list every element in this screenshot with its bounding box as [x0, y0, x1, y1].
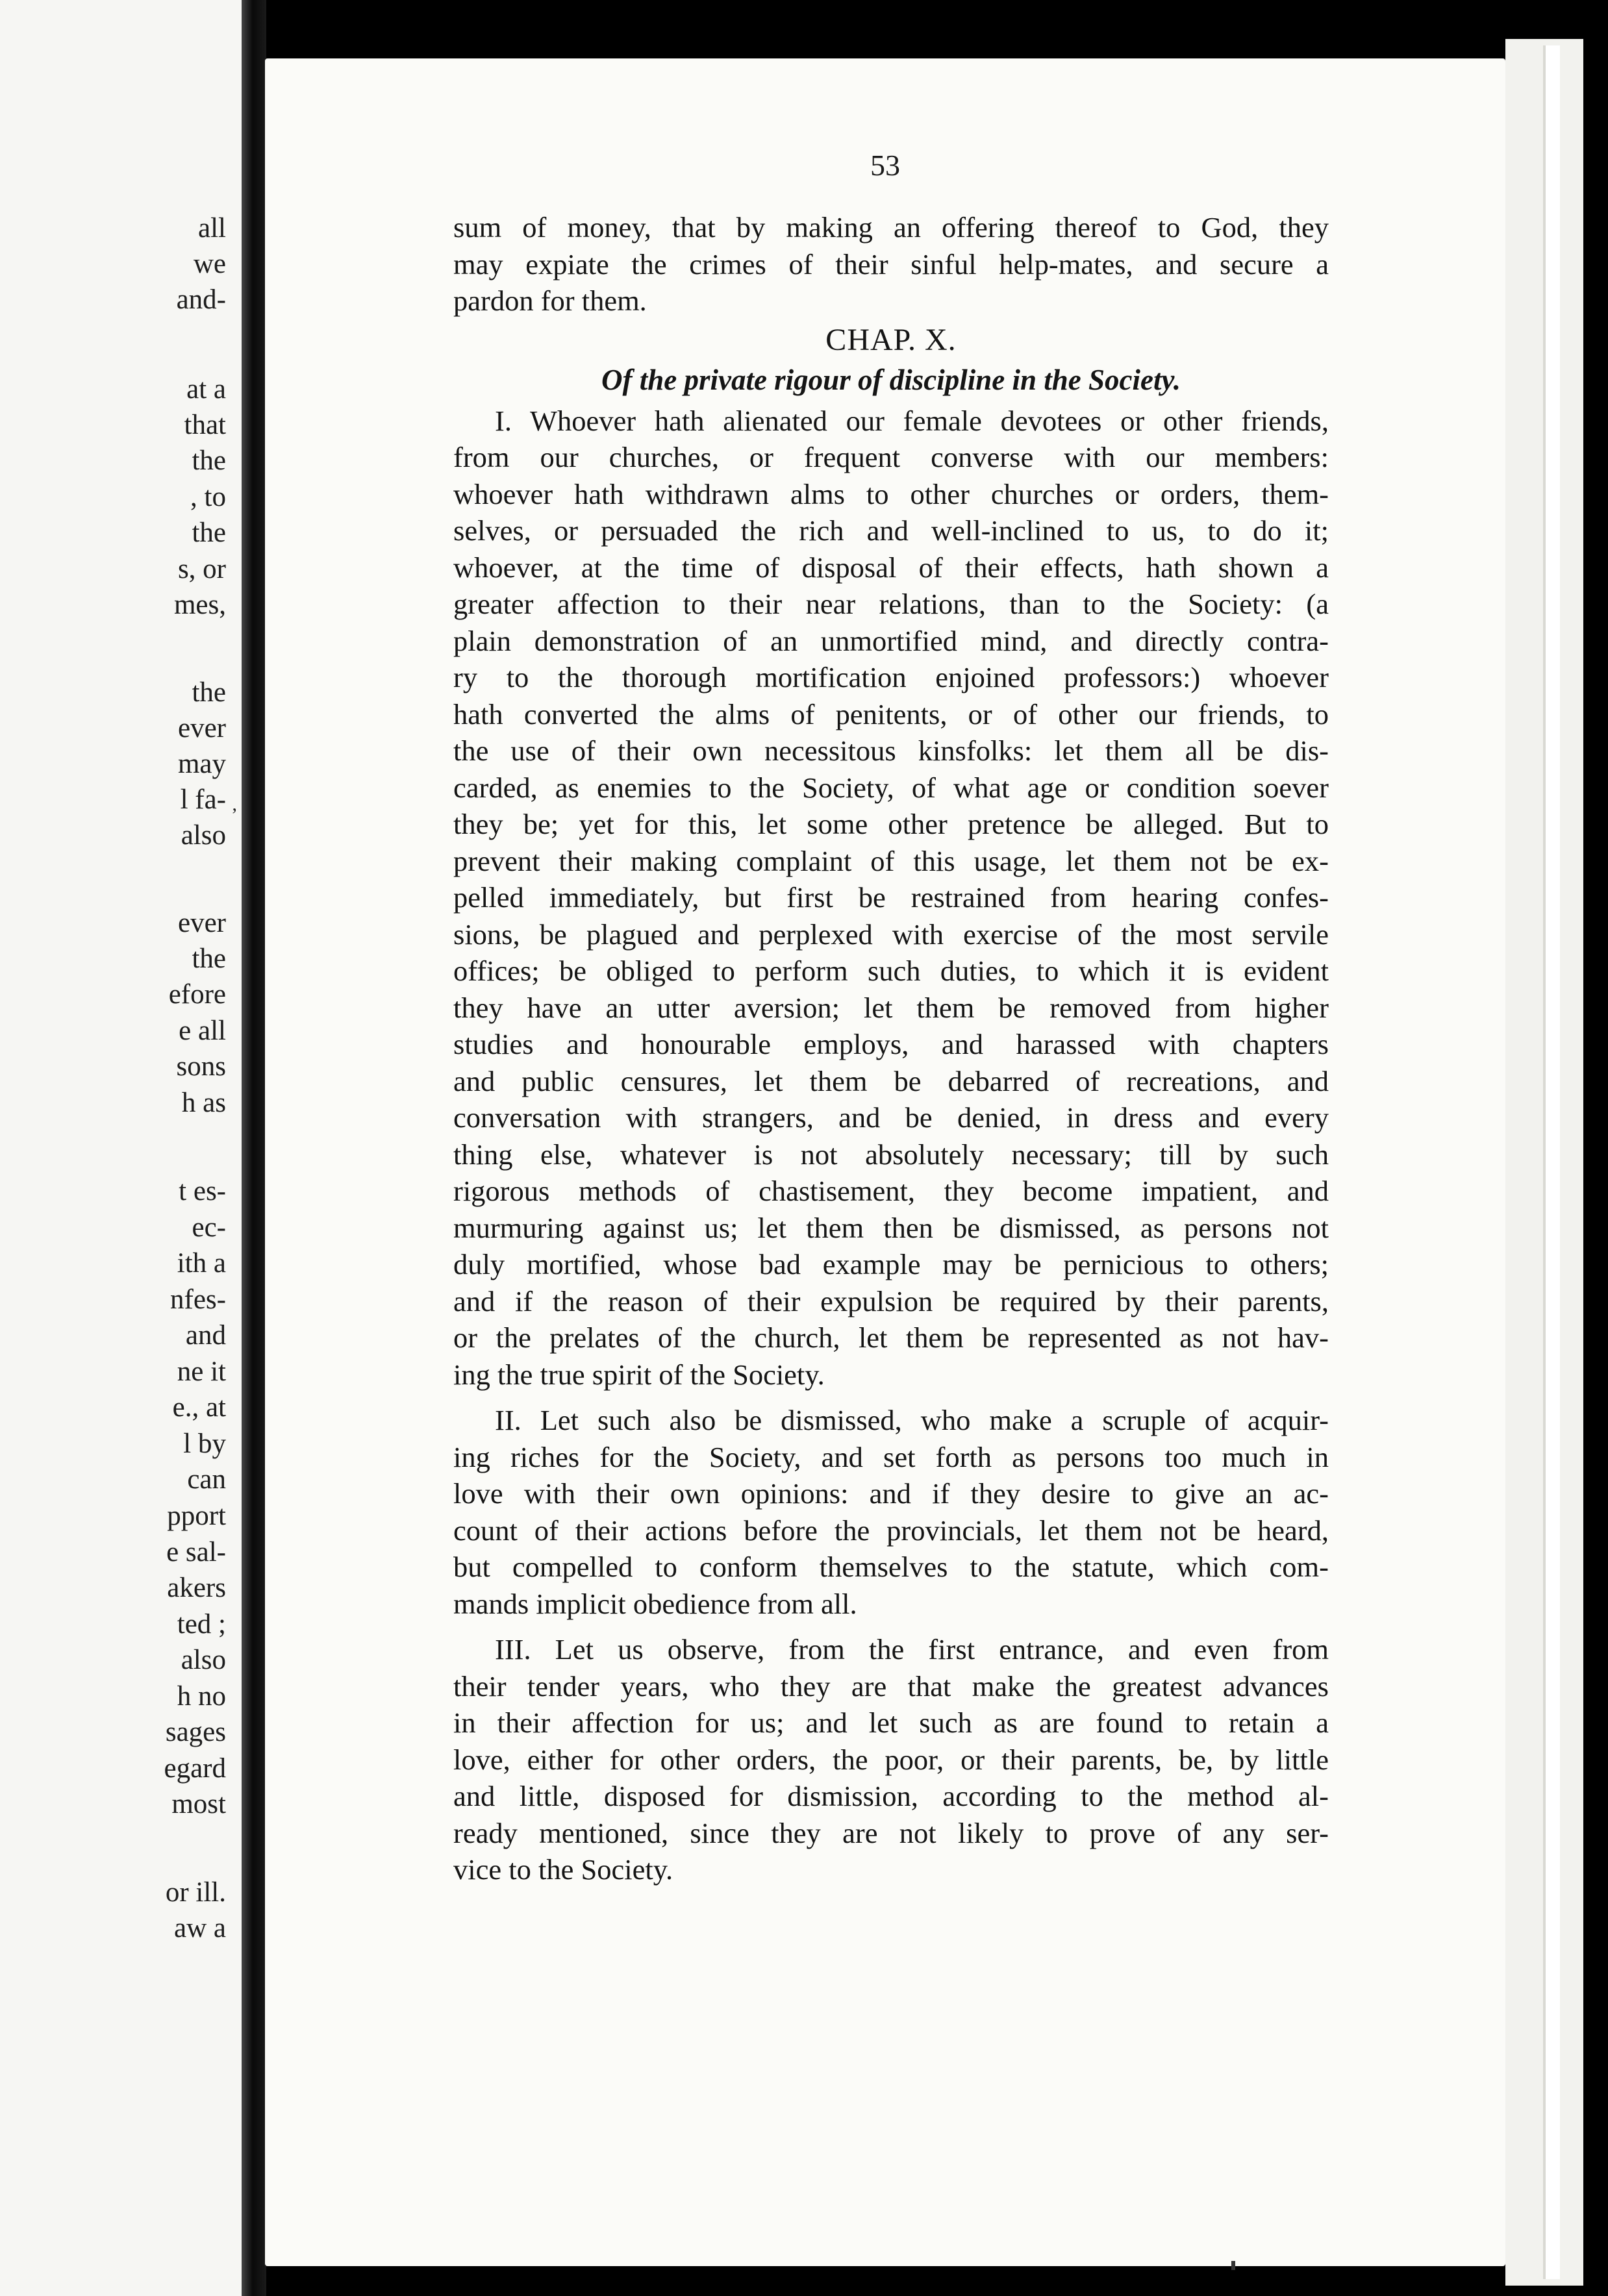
previous-page-edge: [0, 0, 242, 2296]
text-line: hath converted the alms of penitents, or of other our friends, to: [453, 697, 1329, 730]
previous-page-fragment: also: [181, 1645, 226, 1675]
text-line: and little, disposed for dismission, according to the method al-: [453, 1780, 1329, 1812]
book-page: [265, 58, 1505, 2266]
previous-page-fragment: ever: [178, 713, 226, 743]
previous-page-fragment: mes,: [173, 590, 226, 620]
previous-page-fragment: t es-: [179, 1176, 226, 1206]
previous-page-fragment: l by: [183, 1429, 226, 1459]
text-line: love, either for other orders, the poor, or their parents, be, by little: [453, 1743, 1329, 1776]
previous-page-fragment: akers: [167, 1573, 226, 1603]
previous-page-fragment: l fa-: [180, 784, 226, 815]
text-line: duly mortified, whose bad example may be pernicious to others;: [453, 1248, 1329, 1280]
previous-page-fragment: ec-: [192, 1212, 226, 1243]
text-line: carded, as enemies to the Society, of what age or condition soever: [453, 771, 1329, 804]
text-line: may expiate the crimes of their sinful help-mates, and secure a: [453, 247, 1329, 281]
text-line: whoever hath withdrawn alms to other churches or orders, them-: [453, 477, 1329, 510]
previous-page-fragment: or ill.: [165, 1877, 226, 1908]
book-gutter: [242, 0, 266, 2296]
text-line: III. Let us observe, from the first entrance, and even from: [495, 1633, 1329, 1666]
text-line: vice to the Society.: [453, 1853, 673, 1886]
previous-page-fragment: all: [198, 213, 226, 243]
text-line: murmuring against us; let them then be dismissed, as persons not: [453, 1211, 1329, 1244]
paragraph-2: [453, 1402, 1329, 1622]
text-line: their tender years, who they are that make the greatest advances: [453, 1669, 1329, 1703]
previous-page-fragment: egard: [164, 1753, 226, 1784]
chapter-subtitle: Of the private rigour of discipline in the Society.: [601, 363, 1181, 396]
previous-page-fragment: the: [192, 943, 226, 974]
text-line: ready mentioned, since they are not likely to prove of any ser-: [453, 1816, 1329, 1849]
text-line: mands implicit obedience from all.: [453, 1587, 857, 1620]
previous-page-fragment: , to: [190, 482, 226, 512]
previous-page-fragment: ne it: [177, 1356, 226, 1387]
previous-page-fragment: and: [185, 1320, 226, 1351]
text-line: from our churches, or frequent converse with our members:: [453, 441, 1329, 473]
text-line: in their affection for us; and let such as are found to retain a: [453, 1706, 1329, 1739]
text-line: they be; yet for this, let some other pretence be alleged. But to: [453, 808, 1329, 840]
text-line: sions, be plagued and perplexed with exercise of the most servile: [453, 917, 1329, 951]
chapter-heading: CHAP. X.: [825, 322, 957, 357]
text-line: ry to the thorough mortification enjoined professors:) whoever: [453, 661, 1329, 693]
previous-page-fragment: may: [177, 749, 226, 779]
previous-page-fragment: aw a: [174, 1913, 226, 1943]
previous-page-fragment: the: [192, 518, 226, 548]
previous-page-fragment: the: [192, 677, 226, 708]
text-line: pardon for them.: [453, 284, 647, 317]
previous-page-fragment: ted ;: [177, 1609, 226, 1640]
previous-page-fragment: we: [193, 249, 226, 279]
previous-page-fragment: e., at: [172, 1392, 226, 1423]
text-line: plain demonstration of an unmortified mind, and directly contra-: [453, 624, 1329, 657]
text-line: I. Whoever hath alienated our female devotees or other friends,: [495, 404, 1329, 437]
page-number: 53: [870, 149, 900, 182]
text-line: or the prelates of the church, let them be represented as not hav-: [453, 1321, 1329, 1354]
text-line: greater affection to their near relations, than to the Society: (a: [453, 588, 1329, 620]
text-line: ing riches for the Society, and set forth as persons too much in: [453, 1440, 1329, 1473]
previous-page-fragment: pport: [167, 1501, 226, 1531]
previous-page-fragment: h no: [177, 1681, 226, 1712]
page-stack-edge: [1546, 45, 1560, 2279]
text-line: love with their own opinions: and if they desire to give an ac-: [453, 1477, 1329, 1510]
previous-page-fragment: e all: [179, 1016, 226, 1046]
text-line: sum of money, that by making an offering thereof to God, they: [453, 211, 1329, 243]
previous-page-fragment: that: [184, 410, 226, 440]
text-line: pelled immediately, but first be restrained from hearing confes-: [453, 881, 1329, 914]
text-line: prevent their making complaint of this usage, let them not be ex-: [453, 844, 1329, 877]
text-line: count of their actions before the provincials, let them not be heard,: [453, 1514, 1329, 1547]
previous-page-fragment: at a: [186, 374, 226, 405]
text-line: but compelled to conform themselves to the statute, which com-: [453, 1551, 1329, 1583]
previous-page-fragment: efore: [168, 979, 226, 1010]
text-line: whoever, at the time of disposal of their effects, hath shown a: [453, 551, 1329, 584]
print-speck: [1231, 2261, 1235, 2270]
previous-page-fragment: s, or: [177, 554, 226, 584]
text-line: they have an utter aversion; let them be removed from higher: [453, 991, 1329, 1024]
paragraph-1: [453, 403, 1329, 1393]
text-line: offices; be obliged to perform such duties, to which it is evident: [453, 955, 1329, 987]
text-line: and public censures, let them be debarred of recreations, and: [453, 1064, 1329, 1097]
previous-page-fragment: sons: [176, 1051, 226, 1082]
previous-page-fragment: sages: [165, 1717, 226, 1747]
previous-page-fragment: most: [171, 1789, 226, 1819]
text-line: thing else, whatever is not absolutely necessary; till by such: [453, 1138, 1329, 1171]
previous-page-fragment: nfes-: [170, 1284, 226, 1315]
text-line: rigorous methods of chastisement, they become impatient, and: [453, 1175, 1329, 1207]
previous-page-fragment: and-: [176, 284, 226, 315]
text-line: selves, or persuaded the rich and well-inclined to us, to do it;: [453, 514, 1329, 547]
text-line: conversation with strangers, and be denied, in dress and every: [453, 1101, 1329, 1134]
margin-mark: ‚: [231, 793, 238, 815]
previous-page-fragment: can: [187, 1464, 226, 1495]
page-stack: [1505, 39, 1583, 2286]
text-line: ing the true spirit of the Society.: [453, 1358, 825, 1391]
previous-page-fragment: the: [192, 445, 226, 476]
text-line: II. Let such also be dismissed, who make a scruple of acquir-: [495, 1404, 1329, 1436]
paragraph-3: [453, 1631, 1329, 1888]
previous-page-fragment: h as: [181, 1088, 226, 1118]
page-text: [453, 209, 1329, 1888]
text-line: studies and honourable employs, and harassed with chapters: [453, 1028, 1329, 1060]
text-line: the use of their own necessitous kinsfolks: let them all be dis-: [453, 734, 1329, 767]
previous-page-fragment: ith a: [177, 1248, 226, 1279]
intro-paragraph: [453, 209, 1329, 319]
text-line: and if the reason of their expulsion be required by their parents,: [453, 1284, 1329, 1317]
previous-page-fragment: e sal-: [166, 1537, 226, 1567]
previous-page-fragment: ever: [178, 908, 226, 938]
previous-page-fragment: also: [181, 820, 226, 851]
